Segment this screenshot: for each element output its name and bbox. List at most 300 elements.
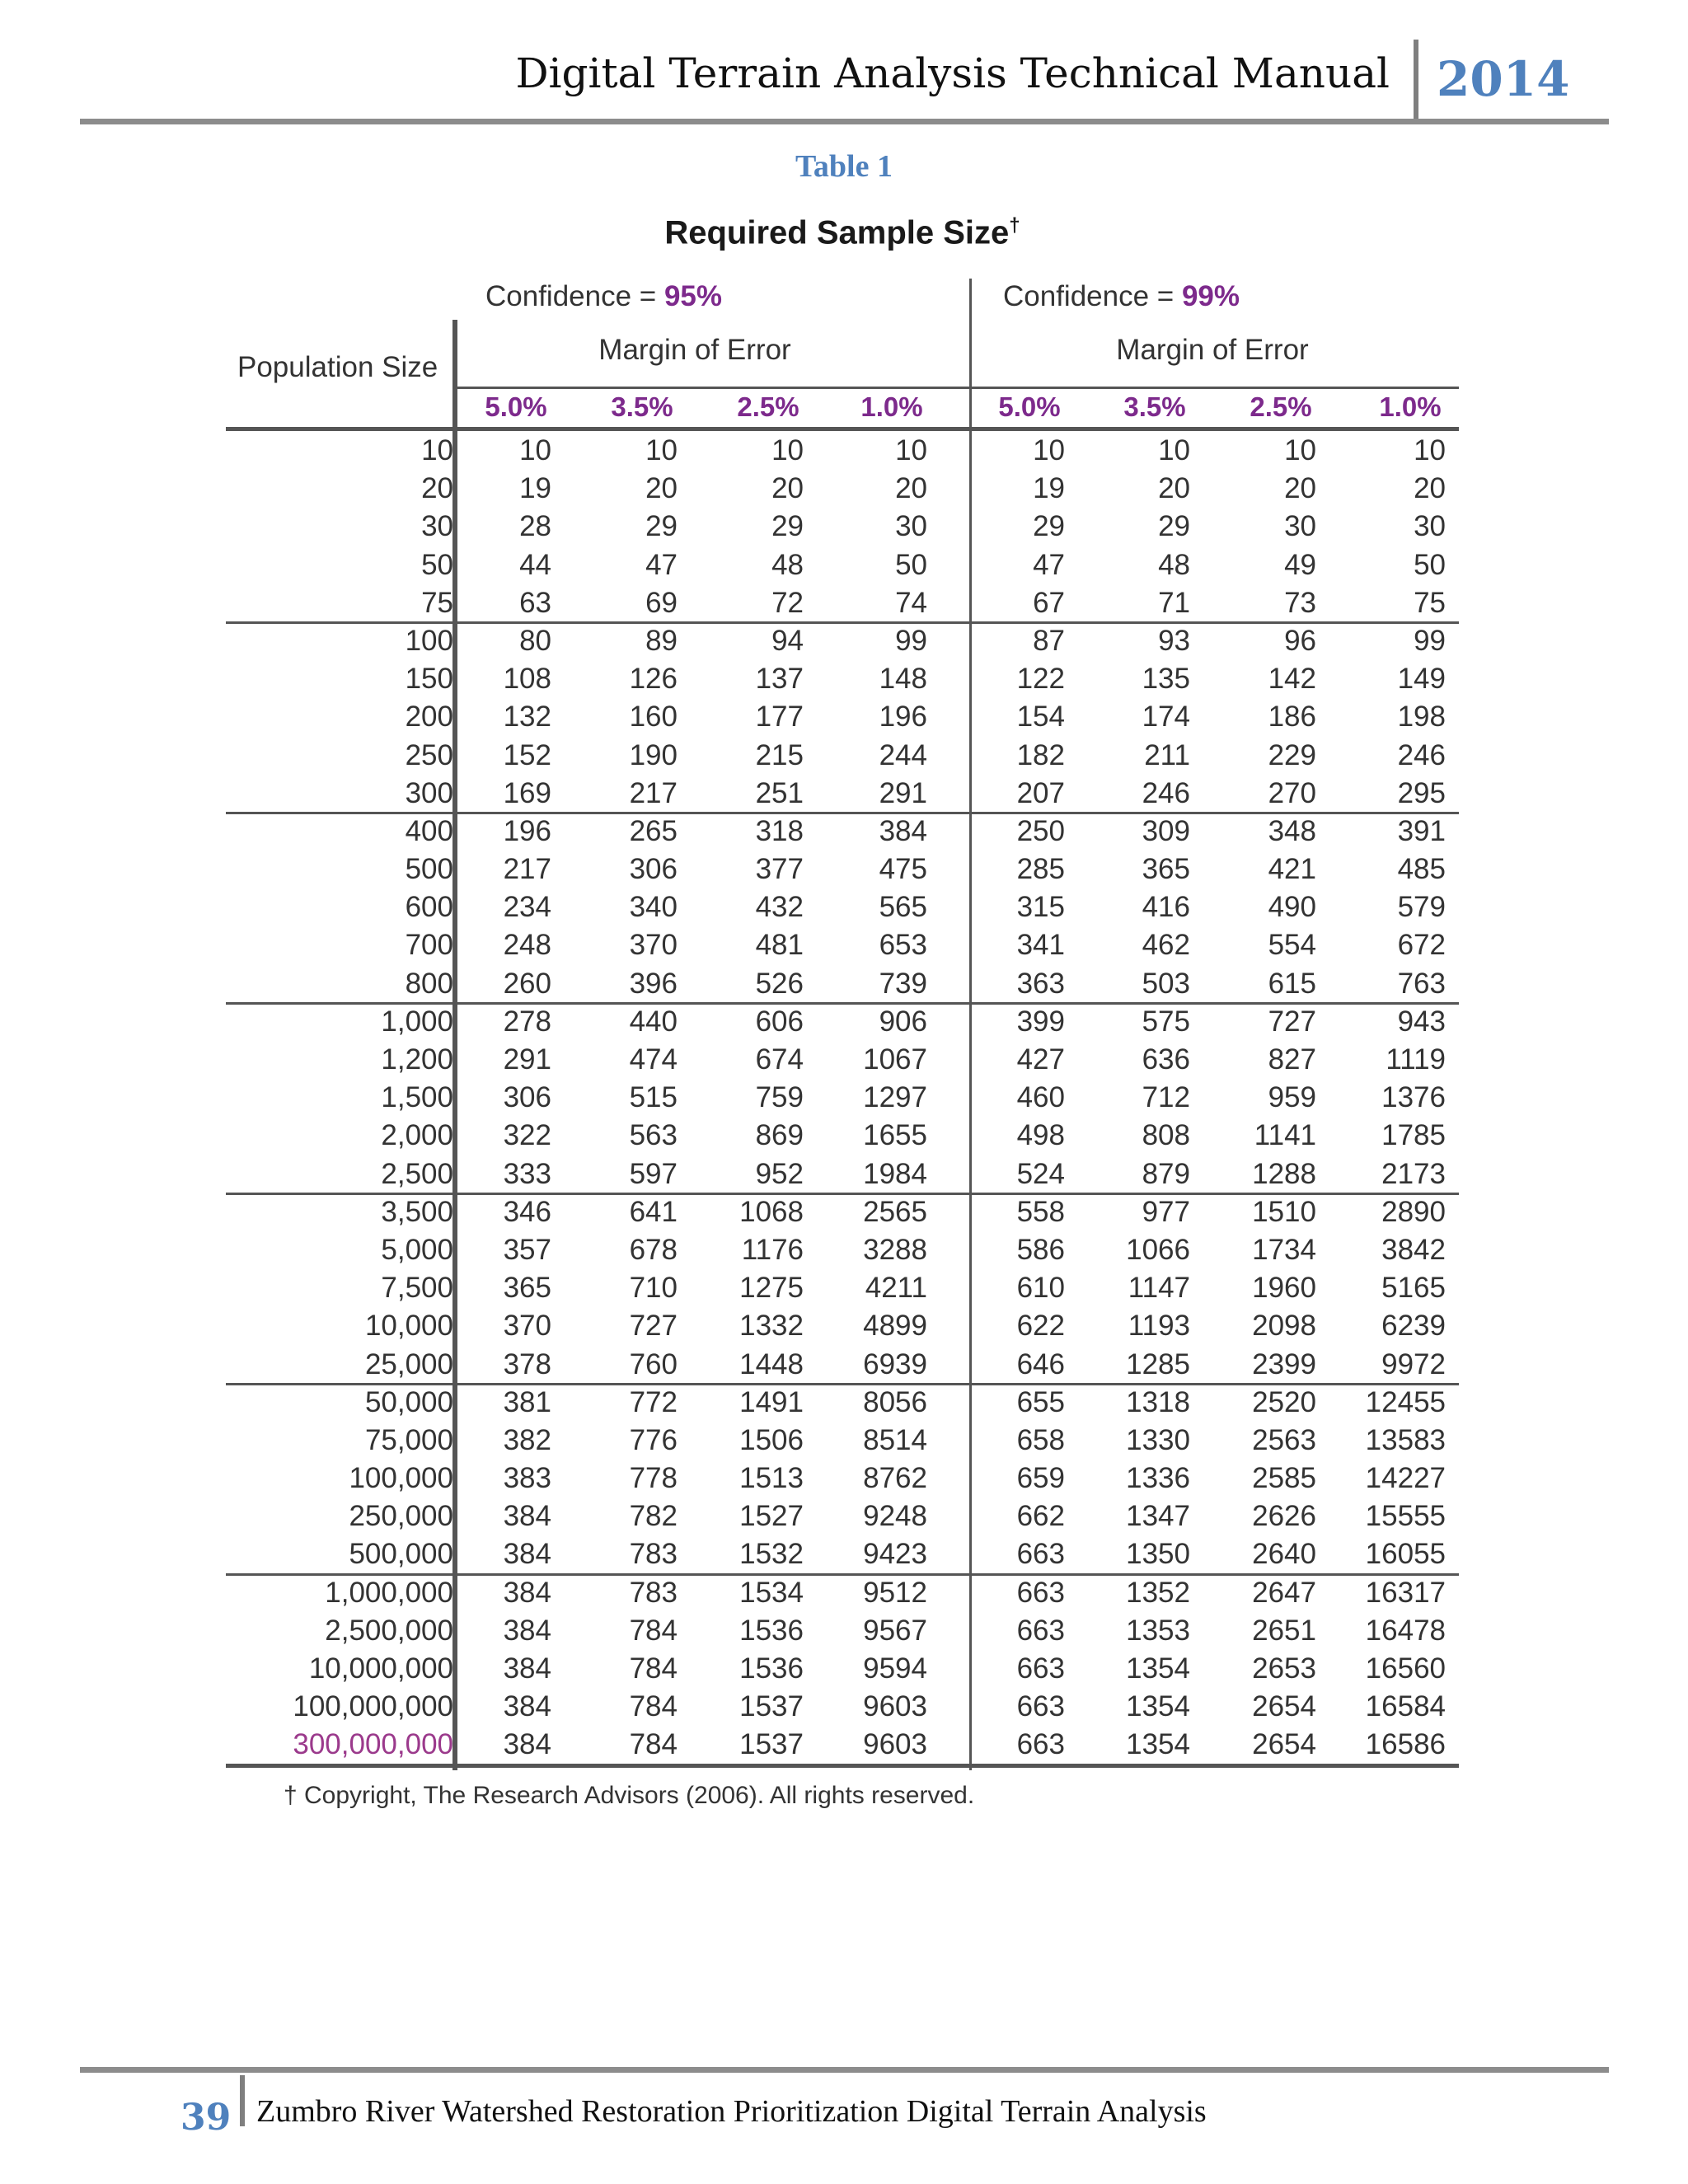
sample-size-cell: 384 [503,1500,551,1533]
sample-size-cell: 1330 [1126,1423,1190,1456]
sample-size-cell: 1336 [1126,1462,1190,1495]
sample-size-cell: 432 [755,891,804,924]
population-cell: 600 [405,891,453,924]
confidence-99-label: Confidence = 99% [1003,280,1240,312]
sample-size-cell: 132 [503,701,551,733]
sample-size-cell: 1176 [741,1233,804,1266]
sample-size-cell: 1491 [739,1385,804,1418]
sample-size-cell: 149 [1397,663,1446,696]
sample-size-cell: 69 [645,586,678,619]
sample-size-cell: 2653 [1252,1652,1316,1685]
sample-size-cell: 1537 [739,1728,804,1761]
sample-size-cell: 306 [629,853,678,886]
row-group-divider [226,812,1459,814]
population-cell: 25,000 [364,1347,453,1380]
table-row [226,966,1459,1004]
sample-size-cell: 2565 [863,1195,927,1228]
sample-size-cell: 772 [629,1385,678,1418]
sample-size-cell: 727 [1268,1005,1316,1038]
sample-size-cell: 460 [1016,1081,1065,1114]
sample-size-cell: 99 [895,624,927,657]
sample-size-cell: 3288 [863,1233,927,1266]
population-cell: 50 [421,548,453,581]
sample-size-cell: 9248 [863,1500,927,1533]
table-row [226,585,1459,623]
sample-size-cell: 1285 [1126,1347,1190,1380]
sample-size-cell: 348 [1268,814,1316,847]
sample-size-cell: 9972 [1381,1347,1446,1380]
sample-size-cell: 47 [1033,548,1065,581]
sample-size-cell: 672 [1397,929,1446,962]
margin-header-7: 1.0% [1379,391,1442,422]
sample-size-cell: 9594 [863,1652,927,1685]
table-row [226,927,1459,965]
table-row [226,471,1459,509]
sample-size-cell: 498 [1016,1119,1065,1152]
sample-size-cell: 526 [755,967,804,1000]
sample-size-cell: 108 [503,663,551,696]
sample-size-cell: 182 [1016,738,1065,771]
sample-size-cell: 9603 [863,1690,927,1723]
sample-size-cell: 142 [1268,663,1316,696]
table-row [226,1536,1459,1574]
sample-size-cell: 2098 [1252,1310,1316,1343]
sample-size-cell: 10 [519,434,551,466]
sample-size-cell: 427 [1016,1043,1065,1076]
sample-size-cell: 663 [1016,1576,1065,1609]
sample-size-cell: 215 [755,738,804,771]
sample-size-cell: 610 [1016,1272,1065,1305]
sample-size-cell: 365 [1142,853,1190,886]
population-cell: 250,000 [349,1500,453,1533]
sample-size-cell: 48 [771,548,804,581]
population-cell: 1,000 [381,1005,453,1038]
sample-size-cell: 1332 [739,1310,804,1343]
footer-text: Zumbro River Watershed Restoration Prioritization Digital Terrain Analysis [256,2094,1207,2129]
sample-size-cell: 1193 [1128,1310,1190,1343]
sample-size-cell: 96 [1284,624,1316,657]
sample-size-cell: 10 [895,434,927,466]
sample-size-cell: 1318 [1126,1385,1190,1418]
sample-size-cell: 177 [755,701,804,733]
sample-size-cell: 1506 [739,1423,804,1456]
column-header-rule [226,427,1459,431]
table-row [226,1156,1459,1194]
sample-size-cell: 10 [1158,434,1190,466]
sample-size-cell: 20 [1158,472,1190,505]
sample-size-cell: 606 [755,1005,804,1038]
table-row [226,509,1459,546]
sample-size-cell: 198 [1397,701,1446,733]
margin-of-error-99-label: Margin of Error [1116,334,1309,366]
population-cell: 30 [421,510,453,543]
population-cell: 75,000 [364,1423,453,1456]
sample-size-cell: 1288 [1252,1157,1316,1190]
sample-size-cell: 1785 [1381,1119,1446,1152]
sample-size-cell: 1068 [739,1195,804,1228]
sample-size-cell: 87 [1033,624,1065,657]
margin-header-2: 2.5% [737,391,799,422]
sample-size-cell: 558 [1016,1195,1065,1228]
sample-size-cell: 503 [1142,967,1190,1000]
table-caption: Table 1 [795,149,893,184]
sample-size-cell: 137 [755,663,804,696]
population-cell: 500 [405,853,453,886]
sample-size-cell: 48 [1158,548,1190,581]
sample-size-cell: 10 [1414,434,1446,466]
sample-size-cell: 20 [895,472,927,505]
sample-size-cell: 9512 [863,1576,927,1609]
row-group-divider [226,621,1459,624]
sample-size-cell: 5165 [1381,1272,1446,1305]
sample-size-cell: 653 [879,929,927,962]
sample-size-cell: 71 [1158,586,1190,619]
population-cell: 2,500,000 [325,1614,453,1647]
sample-size-cell: 154 [1016,701,1065,733]
sample-size-cell: 270 [1268,776,1316,809]
sample-size-cell: 663 [1016,1538,1065,1571]
sample-size-cell: 615 [1268,967,1316,1000]
row-group-divider [226,1383,1459,1385]
sample-size-cell: 382 [503,1423,551,1456]
sample-size-cell: 3842 [1381,1233,1446,1266]
population-cell: 800 [405,967,453,1000]
sample-size-cell: 1537 [739,1690,804,1723]
sample-size-cell: 370 [503,1310,551,1343]
sample-size-cell: 16584 [1365,1690,1446,1723]
table-row [226,1347,1459,1385]
sample-size-cell: 384 [503,1576,551,1609]
sample-size-cell: 658 [1016,1423,1065,1456]
sample-size-cell: 10 [771,434,804,466]
sample-size-cell: 784 [629,1652,678,1685]
sample-size-cell: 481 [755,929,804,962]
sample-size-table-figure [226,214,1459,1813]
margin-header-rule [457,387,1459,389]
sample-size-cell: 318 [755,814,804,847]
sample-size-cell: 190 [629,738,678,771]
sample-size-cell: 1354 [1126,1652,1190,1685]
sample-size-cell: 211 [1144,738,1190,771]
sample-size-cell: 384 [503,1538,551,1571]
table-row [226,851,1459,889]
sample-size-cell: 251 [755,776,804,809]
footer-rule [80,2067,1609,2073]
sample-size-cell: 315 [1016,891,1065,924]
sample-size-cell: 174 [1142,701,1190,733]
sample-size-cell: 285 [1016,853,1065,886]
sample-size-cell: 377 [755,853,804,886]
sample-size-cell: 1655 [863,1119,927,1152]
sample-size-cell: 4211 [865,1272,927,1305]
table-row [226,813,1459,851]
sample-size-cell: 474 [629,1043,678,1076]
sample-size-cell: 135 [1142,663,1190,696]
sample-size-cell: 586 [1016,1233,1065,1266]
sample-size-cell: 783 [629,1538,678,1571]
population-cell: 200 [405,701,453,733]
table-row [226,623,1459,661]
population-cell: 700 [405,929,453,962]
sample-size-cell: 20 [1414,472,1446,505]
sample-size-cell: 169 [503,776,551,809]
sample-size-cell: 597 [629,1157,678,1190]
sample-size-cell: 80 [519,624,551,657]
sample-size-cell: 15555 [1365,1500,1446,1533]
sample-size-cell: 73 [1284,586,1316,619]
sample-size-cell: 2626 [1252,1500,1316,1533]
sample-size-cell: 475 [879,853,927,886]
sample-size-cell: 340 [629,891,678,924]
sample-size-cell: 1510 [1252,1195,1316,1228]
table-row [226,433,1459,471]
sample-size-cell: 384 [879,814,927,847]
sample-size-cell: 1067 [863,1043,927,1076]
sample-size-cell: 524 [1016,1157,1065,1190]
sample-size-cell: 29 [645,510,678,543]
sample-size-cell: 563 [629,1119,678,1152]
population-cell: 10,000 [364,1310,453,1343]
sample-size-cell: 30 [1414,510,1446,543]
sample-size-cell: 341 [1016,929,1065,962]
sample-size-cell: 977 [1142,1195,1190,1228]
sample-size-cell: 152 [503,738,551,771]
sample-size-cell: 1354 [1126,1728,1190,1761]
sample-size-cell: 1984 [863,1157,927,1190]
sample-size-cell: 952 [755,1157,804,1190]
table-row [226,1194,1459,1232]
sample-size-cell: 28 [519,510,551,543]
sample-size-cell: 186 [1268,701,1316,733]
sample-size-cell: 1141 [1254,1119,1316,1152]
sample-size-cell: 295 [1397,776,1446,809]
population-cell: 10,000,000 [308,1652,453,1685]
sample-size-cell: 29 [1033,510,1065,543]
sample-size-cell: 663 [1016,1652,1065,1685]
sample-size-cell: 784 [629,1614,678,1647]
sample-size-cell: 440 [629,1005,678,1038]
sample-size-cell: 490 [1268,891,1316,924]
confidence-95-label: Confidence = 95% [485,280,723,312]
sample-size-cell: 265 [629,814,678,847]
sample-size-cell: 6939 [863,1347,927,1380]
sample-size-cell: 67 [1033,586,1065,619]
sample-size-cell: 196 [879,701,927,733]
table-row [226,1689,1459,1727]
sample-size-cell: 384 [503,1652,551,1685]
header-divider [1414,40,1418,122]
sample-size-cell: 246 [1142,776,1190,809]
sample-size-cell: 2399 [1252,1347,1316,1380]
population-cell: 100,000 [349,1462,453,1495]
copyright-footnote: † Copyright, The Research Advisors (2006). All rights reserved. [284,1782,975,1809]
page-header [80,40,1609,122]
sample-size-cell: 622 [1016,1310,1065,1343]
sample-size-cell: 10 [1033,434,1065,466]
table-row [226,1651,1459,1689]
sample-size-cell: 808 [1142,1119,1190,1152]
sample-size-cell: 1536 [739,1652,804,1685]
sample-size-cell: 782 [629,1500,678,1533]
sample-size-cell: 1527 [739,1500,804,1533]
sample-size-cell: 12455 [1365,1385,1446,1418]
sample-size-cell: 74 [895,586,927,619]
population-cell: 400 [405,814,453,847]
sample-size-cell: 30 [895,510,927,543]
sample-size-cell: 710 [629,1272,678,1305]
sample-size-cell: 383 [503,1462,551,1495]
sample-size-cell: 462 [1142,929,1190,962]
sample-size-cell: 662 [1016,1500,1065,1533]
sample-size-cell: 778 [629,1462,678,1495]
sample-size-cell: 16317 [1365,1576,1446,1609]
sample-size-cell: 712 [1142,1081,1190,1114]
page-footer [80,2067,1609,2166]
table-row [226,738,1459,776]
sample-size-cell: 2173 [1381,1157,1446,1190]
row-group-divider [226,1573,1459,1576]
sample-size-cell: 641 [629,1195,678,1228]
sample-size-cell: 94 [771,624,804,657]
population-cell: 150 [405,663,453,696]
sample-size-cell: 20 [645,472,678,505]
sample-size-cell: 63 [519,586,551,619]
sample-size-cell: 47 [645,548,678,581]
sample-size-cell: 1536 [739,1614,804,1647]
sample-size-cell: 776 [629,1423,678,1456]
population-cell: 2,000 [381,1119,453,1152]
population-cell: 250 [405,738,453,771]
sample-size-cell: 291 [503,1043,551,1076]
sample-size-cell: 663 [1016,1614,1065,1647]
table-row [226,1308,1459,1346]
sample-size-cell: 30 [1284,510,1316,543]
sample-size-cell: 1354 [1126,1690,1190,1723]
sample-size-cell: 1350 [1126,1538,1190,1571]
table-row [226,1042,1459,1080]
sample-size-cell: 89 [645,624,678,657]
sample-size-cell: 13583 [1365,1423,1446,1456]
header-rule [80,119,1609,124]
population-cell: 300 [405,776,453,809]
population-cell: 1,200 [381,1043,453,1076]
sample-size-cell: 636 [1142,1043,1190,1076]
sample-size-cell: 207 [1016,776,1065,809]
sample-size-cell: 1734 [1252,1233,1316,1266]
sample-size-cell: 278 [503,1005,551,1038]
population-cell: 300,000,000 [293,1728,453,1761]
sample-size-cell: 370 [629,929,678,962]
sample-size-cell: 20 [1284,472,1316,505]
table-row [226,889,1459,927]
sample-size-cell: 1532 [739,1538,804,1571]
population-cell: 50,000 [364,1385,453,1418]
margin-header-1: 3.5% [611,391,673,422]
sample-size-cell: 29 [771,510,804,543]
sample-size-cell: 196 [503,814,551,847]
sample-size-cell: 384 [503,1728,551,1761]
population-cell: 75 [421,586,453,619]
sample-size-cell: 1376 [1381,1081,1446,1114]
sample-size-cell: 1147 [1128,1272,1190,1305]
population-cell: 100 [405,624,453,657]
sample-size-cell: 827 [1268,1043,1316,1076]
population-cell: 5,000 [381,1233,453,1266]
sample-size-cell: 6239 [1381,1310,1446,1343]
table-body [226,433,1459,1765]
sample-size-cell: 1275 [739,1272,804,1305]
sample-size-cell: 663 [1016,1690,1065,1723]
sample-size-cell: 148 [879,663,927,696]
sample-size-cell: 1513 [739,1462,804,1495]
population-size-header: Population Size [237,351,438,383]
sample-size-cell: 44 [519,548,551,581]
sample-size-cell: 421 [1268,853,1316,886]
sample-size-cell: 2890 [1381,1195,1446,1228]
sample-size-cell: 309 [1142,814,1190,847]
table-row [226,1422,1459,1460]
population-cell: 500,000 [349,1538,453,1571]
margin-header-6: 2.5% [1250,391,1312,422]
sample-size-cell: 575 [1142,1005,1190,1038]
sample-size-cell: 943 [1397,1005,1446,1038]
sample-size-cell: 357 [503,1233,551,1266]
margin-header-0: 5.0% [485,391,547,422]
population-cell: 100,000,000 [293,1690,453,1723]
sample-size-cell: 29 [1158,510,1190,543]
sample-size-cell: 8762 [863,1462,927,1495]
sample-size-cell: 250 [1016,814,1065,847]
population-cell: 1,000,000 [325,1576,453,1609]
sample-size-cell: 674 [755,1043,804,1076]
sample-size-cell: 306 [503,1081,551,1114]
sample-size-cell: 399 [1016,1005,1065,1038]
sample-size-cell: 879 [1142,1157,1190,1190]
sample-size-cell: 783 [629,1576,678,1609]
sample-size-cell: 869 [755,1119,804,1152]
sample-size-cell: 565 [879,891,927,924]
row-group-divider [226,1193,1459,1195]
sample-size-cell: 554 [1268,929,1316,962]
sample-size-cell: 217 [629,776,678,809]
table-title: Required Sample Size† [664,214,1020,251]
table-row [226,1118,1459,1155]
sample-size-cell: 485 [1397,853,1446,886]
sample-size-cell: 2654 [1252,1690,1316,1723]
sample-size-cell: 2654 [1252,1728,1316,1761]
sample-size-cell: 99 [1414,624,1446,657]
sample-size-cell: 9603 [863,1728,927,1761]
table-row [226,661,1459,699]
sample-size-cell: 739 [879,967,927,1000]
sample-size-cell: 906 [879,1005,927,1038]
sample-size-cell: 1347 [1126,1500,1190,1533]
sample-size-cell: 50 [895,548,927,581]
margin-header-4: 5.0% [998,391,1061,422]
sample-size-cell: 122 [1016,663,1065,696]
sample-size-cell: 260 [503,967,551,1000]
table-row [226,1232,1459,1270]
sample-size-cell: 4899 [863,1310,927,1343]
sample-size-cell: 760 [629,1347,678,1380]
sample-size-cell: 246 [1397,738,1446,771]
sample-size-cell: 515 [629,1081,678,1114]
table-row [226,776,1459,813]
sample-size-cell: 1352 [1126,1576,1190,1609]
population-cell: 3,500 [381,1195,453,1228]
sample-size-cell: 16560 [1365,1652,1446,1685]
sample-size-cell: 19 [1033,472,1065,505]
